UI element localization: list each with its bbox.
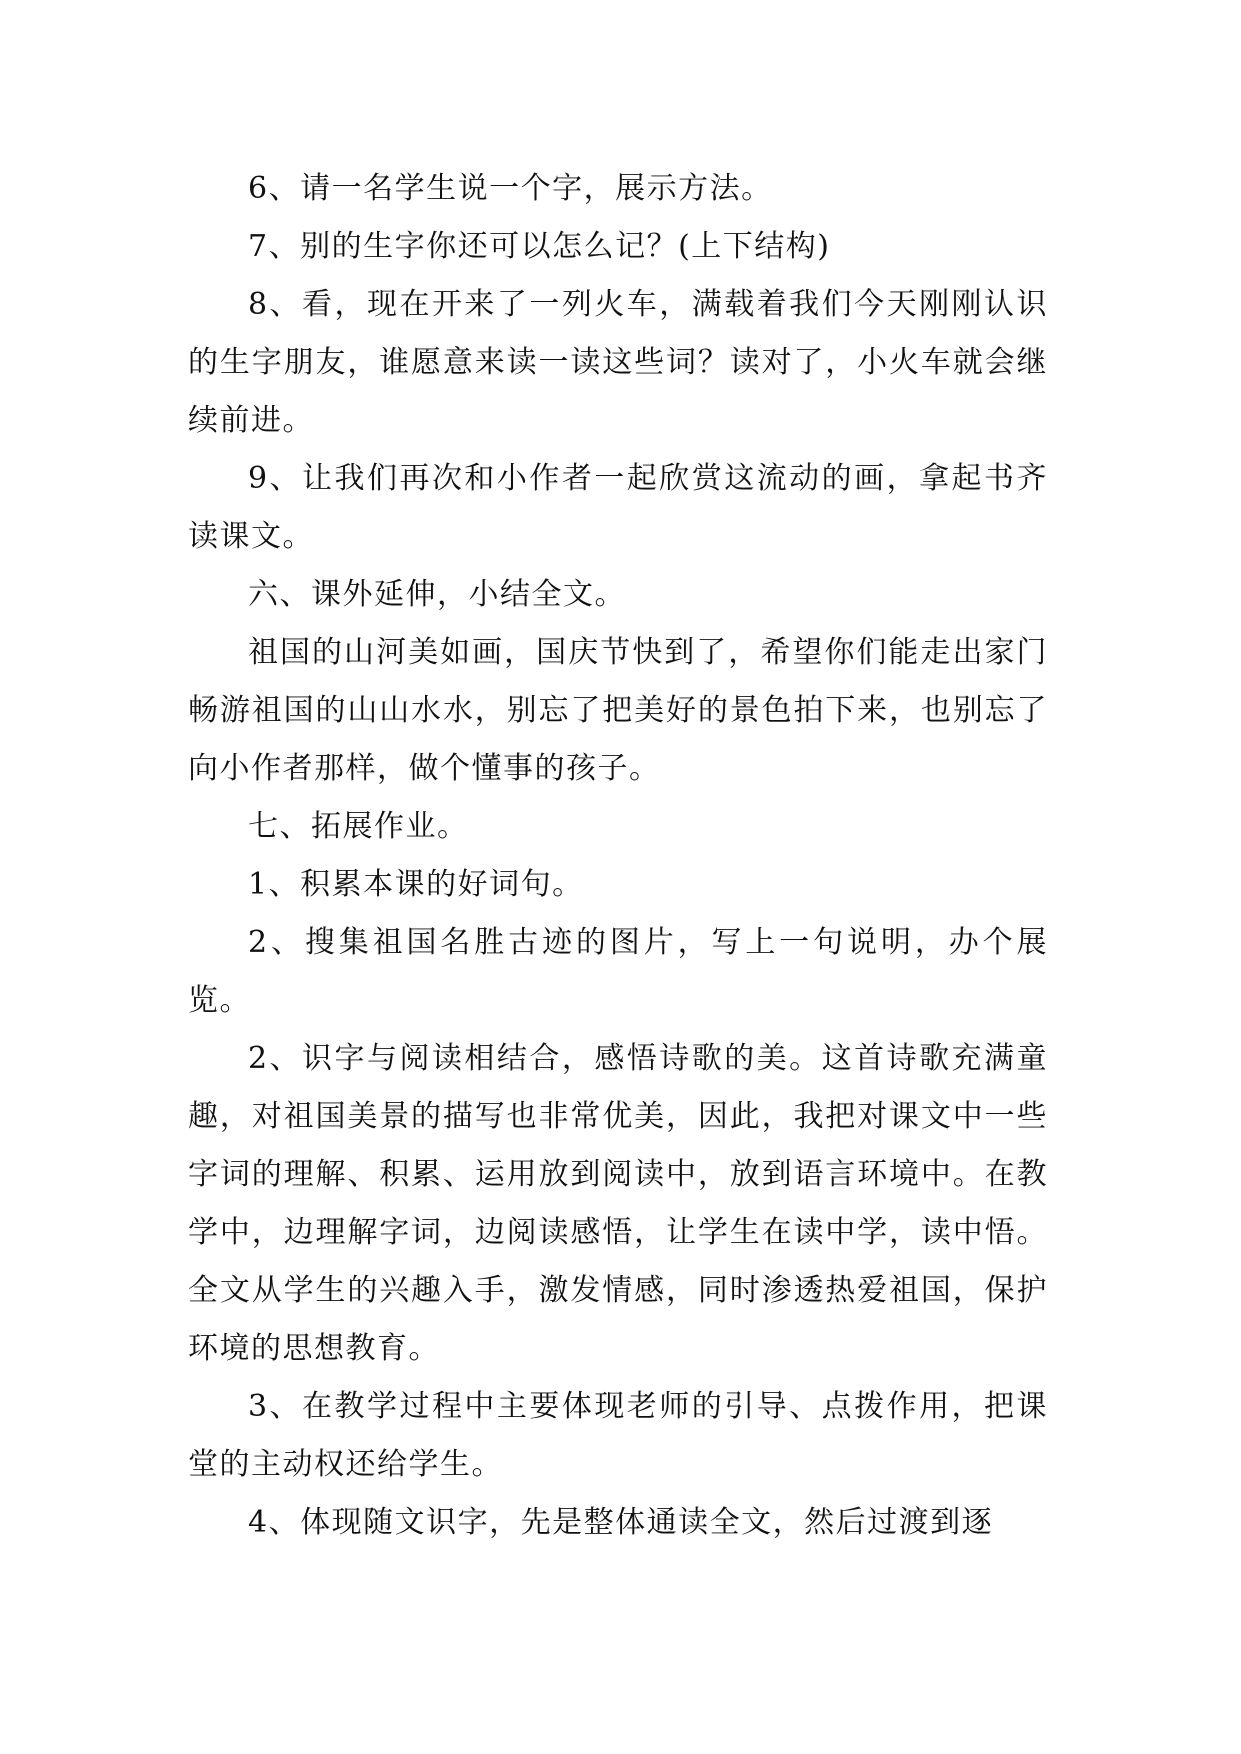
paragraph-step-6: 6、请一名学生说一个字，展示方法。 [248,171,773,206]
paragraph-homework-2: 2、搜集祖国名胜古迹的图片，写上一句说明，办个展览。 [188,925,1048,1018]
paragraph-step-9: 9、让我们再次和小作者一起欣赏这流动的画，拿起书齐读课文。 [188,461,1048,554]
paragraph-step-7: 7、别的生字你还可以怎么记？(上下结构) [248,229,831,264]
paragraph-reflection-2: 2、识字与阅读相结合，感悟诗歌的美。这首诗歌充满童趣，对祖国美景的描写也非常优美，因此，我把对课文中一些字词的理解、积累、运用放到阅读中，放到语言环境中。在教学中，边理解字词，边阅读感悟，让学生在读中学，读中悟。全文从学生的兴趣入手，激发情感，同时渗透热爱祖国，保护环境的思想教育。 [188,1041,1048,1366]
document-body [188,160,1048,1552]
paragraph-homework-1: 1、积累本课的好词句。 [248,867,584,902]
section-heading-homework: 七、拓展作业。 [248,809,469,844]
paragraph-reflection-3: 3、在教学过程中主要体现老师的引导、点拨作用，把课堂的主动权还给学生。 [188,1389,1048,1482]
section-heading-extension: 六、课外延伸，小结全文。 [248,577,626,612]
paragraph-reflection-4: 4、体现随文识字，先是整体通读全文，然后过渡到逐 [248,1505,994,1540]
paragraph-summary: 祖国的山河美如画，国庆节快到了，希望你们能走出家门畅游祖国的山山水水，别忘了把美好的景色拍下来，也别忘了向小作者那样，做个懂事的孩子。 [188,635,1048,786]
paragraph-step-8: 8、看，现在开来了一列火车，满载着我们今天刚刚认识的生字朋友，谁愿意来读一读这些词？读对了，小火车就会继续前进。 [188,287,1048,438]
